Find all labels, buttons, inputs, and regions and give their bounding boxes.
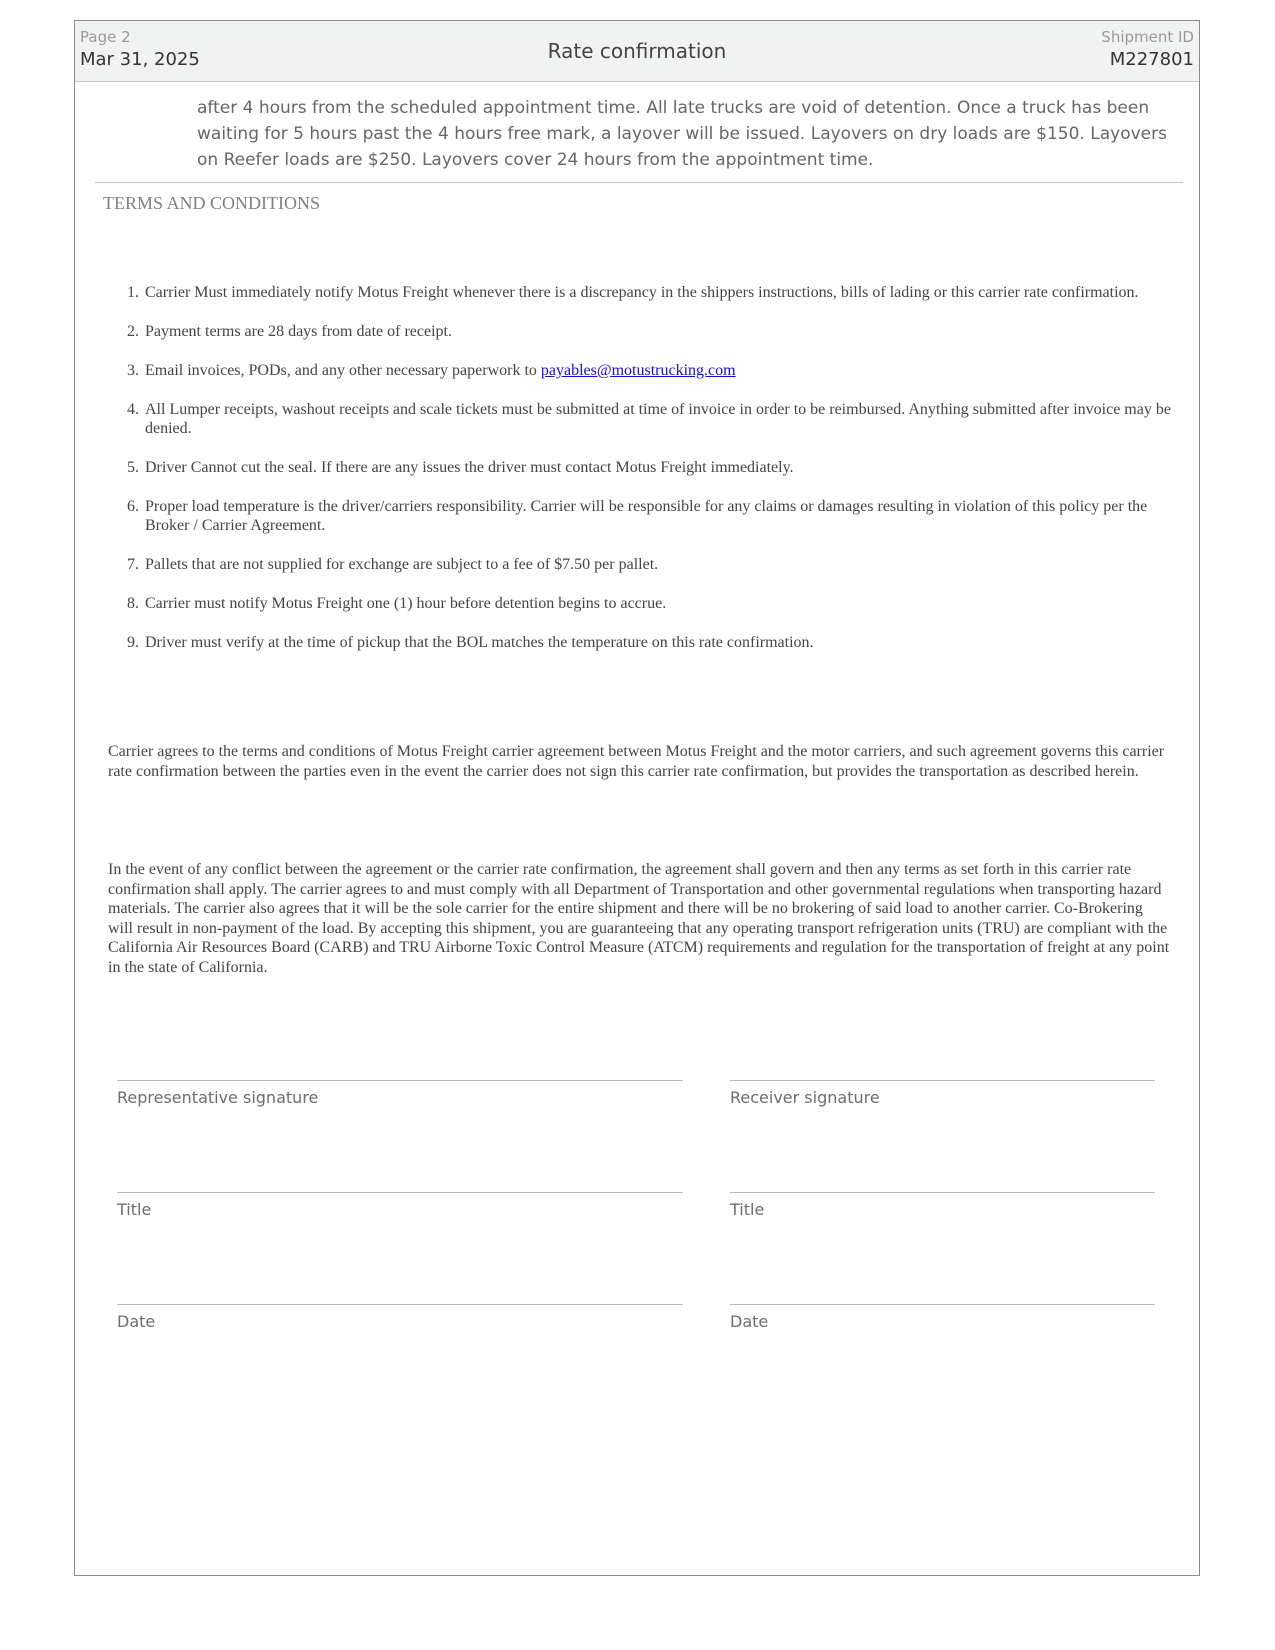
list-item [143, 322, 1193, 341]
carryover-text: after 4 hours from the scheduled appointment time. All late trucks are void of detention. Once a truck has been waiting for 5 hours past the 4 hours free mark, a layover will be issued. Layovers on dry loads are $150. Layovers on Reefer loads are $250. Layovers cover 24 hours from the appointment time. [197, 98, 1167, 170]
list-item-text: All Lumper receipts, washout receipts and scale tickets must be submitted at time of invoice in order to be reimbursed. Anything submitted after invoice may be denied. [145, 401, 1171, 437]
receiver-title-label: Title [730, 1200, 765, 1219]
list-item-text: Payment terms are 28 days from date of receipt. [145, 323, 452, 340]
shipment-id: M227801 [1109, 49, 1194, 70]
list-item-text: Email invoices, PODs, and any other necessary paperwork to [145, 362, 537, 379]
page-title: Rate confirmation [547, 39, 727, 63]
list-item [143, 594, 1193, 613]
shipment-id-label: Shipment ID [1101, 28, 1194, 46]
payables-email-link[interactable]: payables@motustrucking.com [540, 362, 736, 379]
list-item [143, 555, 1193, 574]
section-divider [95, 182, 1183, 183]
representative-signature-label: Representative signature [117, 1088, 319, 1107]
receiver-title-line[interactable] [730, 1192, 1155, 1193]
terms-list [115, 283, 1193, 672]
receiver-date-line[interactable] [730, 1304, 1155, 1305]
list-item-text: Proper load temperature is the driver/carriers responsibility. Carrier will be responsible for any claims or damages resulting in violation of this policy per the Broker / Carrier Agreement. [145, 498, 1148, 534]
list-item-text: Driver Cannot cut the seal. If there are any issues the driver must contact Motus Freight immediately. [145, 459, 794, 476]
receiver-date-label: Date [730, 1312, 769, 1331]
receiver-signature-line[interactable] [730, 1080, 1155, 1081]
page-number: Page 2 [80, 28, 131, 46]
document-page [74, 20, 1200, 1576]
list-item-text: Carrier Must immediately notify Motus Freight whenever there is a discrepancy in the shippers instructions, bills of lading or this carrier rate confirmation. [145, 284, 1139, 301]
header-right [1101, 28, 1194, 72]
list-item-text: Carrier must notify Motus Freight one (1) hour before detention begins to accrue. [145, 595, 667, 612]
list-item [143, 361, 1193, 380]
receiver-signature-label: Receiver signature [730, 1088, 880, 1107]
terms-heading: TERMS AND CONDITIONS [103, 193, 321, 213]
representative-date-label: Date [117, 1312, 156, 1331]
list-item-text: Pallets that are not supplied for exchange are subject to a fee of $7.50 per pallet. [145, 556, 659, 573]
agreement-paragraph: Carrier agrees to the terms and conditions of Motus Freight carrier agreement between Motus Freight and the motor carriers, and such agreement governs this carrier rate confirmation between the parties even in the event the carrier does not sign this carrier rate confirmation, but provides the transportation as described herein. [108, 743, 1165, 780]
list-item [143, 633, 1193, 652]
page-header [75, 21, 1199, 82]
conflict-paragraph: In the event of any conflict between the agreement or the carrier rate confirmation, the agreement shall govern and then any terms as set forth in this carrier rate confirmation shall apply. The carrier agrees to and must comply with all Department of Transportation and other governmental regulations when transporting hazard materials. The carrier also agrees that it will be the sole carrier for the entire shipment and there will be no brokering of said load to another carrier. Co-Brokering will result in non-payment of the load. By accepting this shipment, you are guaranteeing that any operating transport refrigeration units (TRU) are compliant with the California Air Resources Board (CARB) and TRU Airborne Toxic Control Measure (ATCM) requirements and regulation for the transportation of freight at any point in the state of California. [108, 861, 1170, 976]
representative-signature-line[interactable] [117, 1080, 683, 1081]
list-item-text: Driver must verify at the time of pickup that the BOL matches the temperature on this rate confirmation. [145, 634, 814, 651]
document-date: Mar 31, 2025 [80, 49, 200, 70]
list-item [143, 400, 1193, 438]
representative-title-label: Title [117, 1200, 152, 1219]
list-item [143, 497, 1193, 535]
representative-date-line[interactable] [117, 1304, 683, 1305]
representative-title-line[interactable] [117, 1192, 683, 1193]
list-item [143, 458, 1193, 477]
list-item [143, 283, 1193, 302]
